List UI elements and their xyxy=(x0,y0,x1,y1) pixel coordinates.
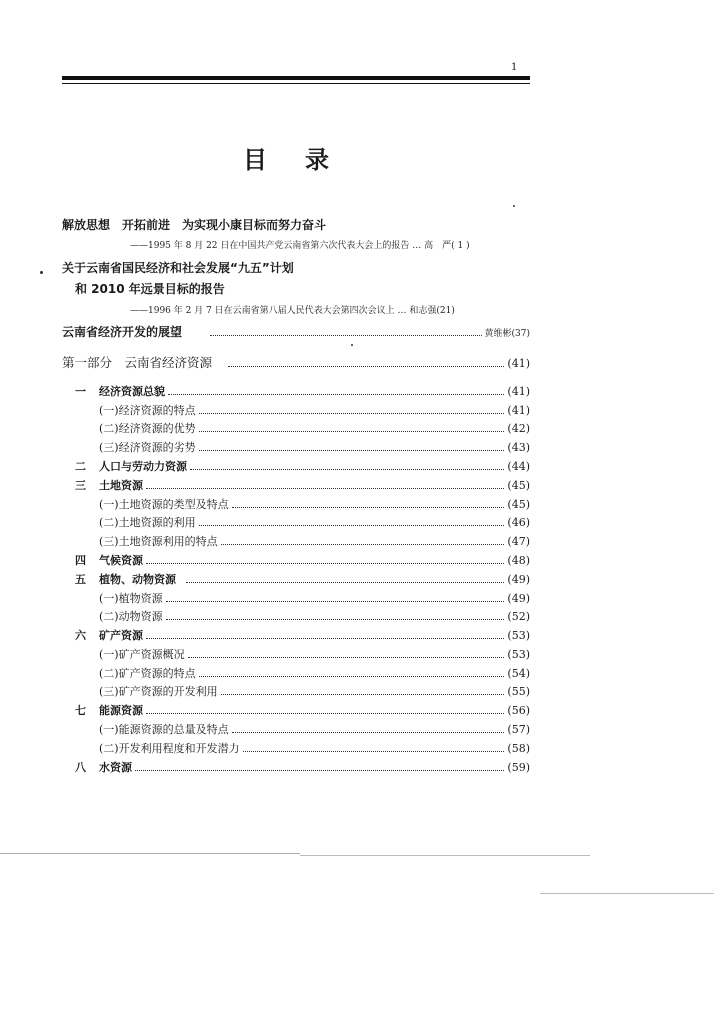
subsection-label: (二)矿产资源的特点 xyxy=(99,667,196,680)
subsection-label: (二)经济资源的优势 xyxy=(99,422,196,435)
subsection-page: (41) xyxy=(507,404,530,417)
toc-section xyxy=(62,629,530,643)
dot-leader xyxy=(228,365,504,367)
article-title: 解放思想 开拓前进 为实现小康目标而努力奋斗 xyxy=(62,218,327,232)
dot-leader xyxy=(210,334,482,336)
subsection-label: (二)动物资源 xyxy=(99,610,163,623)
dot-leader xyxy=(199,524,505,526)
dot-leader xyxy=(146,637,504,639)
section-page: (41) xyxy=(507,385,530,398)
subsection-page: (54) xyxy=(507,667,530,680)
section-label: 气候资源 xyxy=(99,554,143,567)
dot-leader xyxy=(232,506,505,508)
article-byline: ——1995 年 8 月 22 日在中国共产党云南省第六次代表大会上的报告 … 高 严( 1 ) xyxy=(130,241,470,251)
section-label: 水资源 xyxy=(99,761,132,774)
toc-subsection xyxy=(62,441,530,455)
subsection-label: (三)矿产资源的开发利用 xyxy=(99,685,218,698)
toc-subsection xyxy=(62,685,530,699)
scan-speck xyxy=(513,205,515,207)
subsection-page: (47) xyxy=(507,535,530,548)
dot-leader xyxy=(221,693,505,695)
toc-section xyxy=(62,385,530,399)
subsection-page: (49) xyxy=(507,592,530,605)
dot-leader xyxy=(190,468,504,470)
section-number: 三 xyxy=(75,479,86,492)
subsection-page: (52) xyxy=(507,610,530,623)
subsection-page: (43) xyxy=(507,441,530,454)
scan-artifact-line xyxy=(300,855,590,856)
section-label: 土地资源 xyxy=(99,479,143,492)
section-label: 人口与劳动力资源 xyxy=(99,460,187,473)
header-rule-thin xyxy=(62,83,530,84)
subsection-page: (55) xyxy=(507,685,530,698)
subsection-label: (三)经济资源的劣势 xyxy=(99,441,196,454)
dot-leader xyxy=(168,393,504,395)
subsection-page: (58) xyxy=(507,742,530,755)
toc-subsection xyxy=(62,592,530,606)
subsection-page: (53) xyxy=(507,648,530,661)
toc-subsection xyxy=(62,404,530,418)
section-number: 二 xyxy=(75,460,86,473)
dot-leader xyxy=(199,412,505,414)
section-page: (48) xyxy=(507,554,530,567)
dot-leader xyxy=(221,543,505,545)
section-number: 五 xyxy=(75,573,86,586)
toc-subsection xyxy=(62,535,530,549)
article-byline: ——1996 年 2 月 7 日在云南省第八届人民代表大会第四次会议上 … 和志强(21) xyxy=(130,306,455,316)
dot-leader xyxy=(146,562,504,564)
toc-subsection xyxy=(62,422,530,436)
subsection-label: (一)植物资源 xyxy=(99,592,163,605)
dot-leader xyxy=(199,449,505,451)
article-title: 云南省经济开发的展望 xyxy=(62,325,183,339)
header-rule-thick xyxy=(62,76,530,80)
subsection-page: (57) xyxy=(507,723,530,736)
toc-section xyxy=(62,479,530,493)
subsection-label: (一)土地资源的类型及特点 xyxy=(99,498,229,511)
section-number: 四 xyxy=(75,554,86,567)
section-label: 能源资源 xyxy=(99,704,143,717)
section-number: 六 xyxy=(75,629,86,642)
dot-leader xyxy=(188,656,505,658)
section-number: 八 xyxy=(75,761,86,774)
section-label: 经济资源总貌 xyxy=(99,385,165,398)
article-title: 关于云南省国民经济和社会发展“九五”计划 xyxy=(62,261,294,275)
section-page: (45) xyxy=(507,479,530,492)
subsection-label: (一)能源资源的总量及特点 xyxy=(99,723,229,736)
part-heading xyxy=(62,356,530,371)
subsection-label: (三)土地资源利用的特点 xyxy=(99,535,218,548)
toc-section xyxy=(62,704,530,718)
scan-speck xyxy=(40,271,43,274)
dot-leader xyxy=(166,618,505,620)
dot-leader xyxy=(166,600,505,602)
subsection-label: (二)开发利用程度和开发潜力 xyxy=(99,742,240,755)
page-number: 1 xyxy=(511,62,518,73)
toc-section xyxy=(62,761,530,775)
dot-leader xyxy=(186,581,504,583)
section-number: 七 xyxy=(75,704,86,717)
dot-leader xyxy=(243,750,505,752)
dot-leader xyxy=(199,675,505,677)
toc-subsection xyxy=(62,742,530,756)
toc-section xyxy=(62,554,530,568)
section-number: 一 xyxy=(75,385,86,398)
scan-speck xyxy=(351,344,353,346)
section-page: (59) xyxy=(507,761,530,774)
subsection-page: (42) xyxy=(507,422,530,435)
dot-leader xyxy=(146,487,504,489)
section-label: 植物、动物资源 xyxy=(99,573,176,586)
toc-subsection xyxy=(62,667,530,681)
toc-subsection xyxy=(62,648,530,662)
toc-subsection xyxy=(62,610,530,624)
toc-subsection xyxy=(62,498,530,512)
scan-artifact-line xyxy=(540,893,714,894)
section-label: 矿产资源 xyxy=(99,629,143,642)
toc-section xyxy=(62,460,530,474)
toc-section xyxy=(62,573,530,587)
scan-artifact-line xyxy=(0,853,300,854)
article-title-continued: 和 2010 年远景目标的报告 xyxy=(75,282,225,296)
dot-leader xyxy=(232,731,505,733)
toc-subsection xyxy=(62,723,530,737)
section-page: (56) xyxy=(507,704,530,717)
section-page: (53) xyxy=(507,629,530,642)
dot-leader xyxy=(199,430,505,432)
subsection-label: (二)土地资源的利用 xyxy=(99,516,196,529)
page-title: 目录 xyxy=(243,146,367,174)
section-page: (44) xyxy=(507,460,530,473)
article-entry xyxy=(62,325,530,341)
dot-leader xyxy=(135,769,504,771)
part-label: 第一部分 云南省经济资源 xyxy=(62,355,213,370)
dot-leader xyxy=(146,712,504,714)
subsection-label: (一)矿产资源概况 xyxy=(99,648,185,661)
subsection-label: (一)经济资源的特点 xyxy=(99,404,196,417)
subsection-page: (46) xyxy=(507,516,530,529)
toc-subsection xyxy=(62,516,530,530)
subsection-page: (45) xyxy=(507,498,530,511)
part-page: (41) xyxy=(507,357,530,370)
section-page: (49) xyxy=(507,573,530,586)
article-byline: 黄维彬(37) xyxy=(484,329,530,339)
